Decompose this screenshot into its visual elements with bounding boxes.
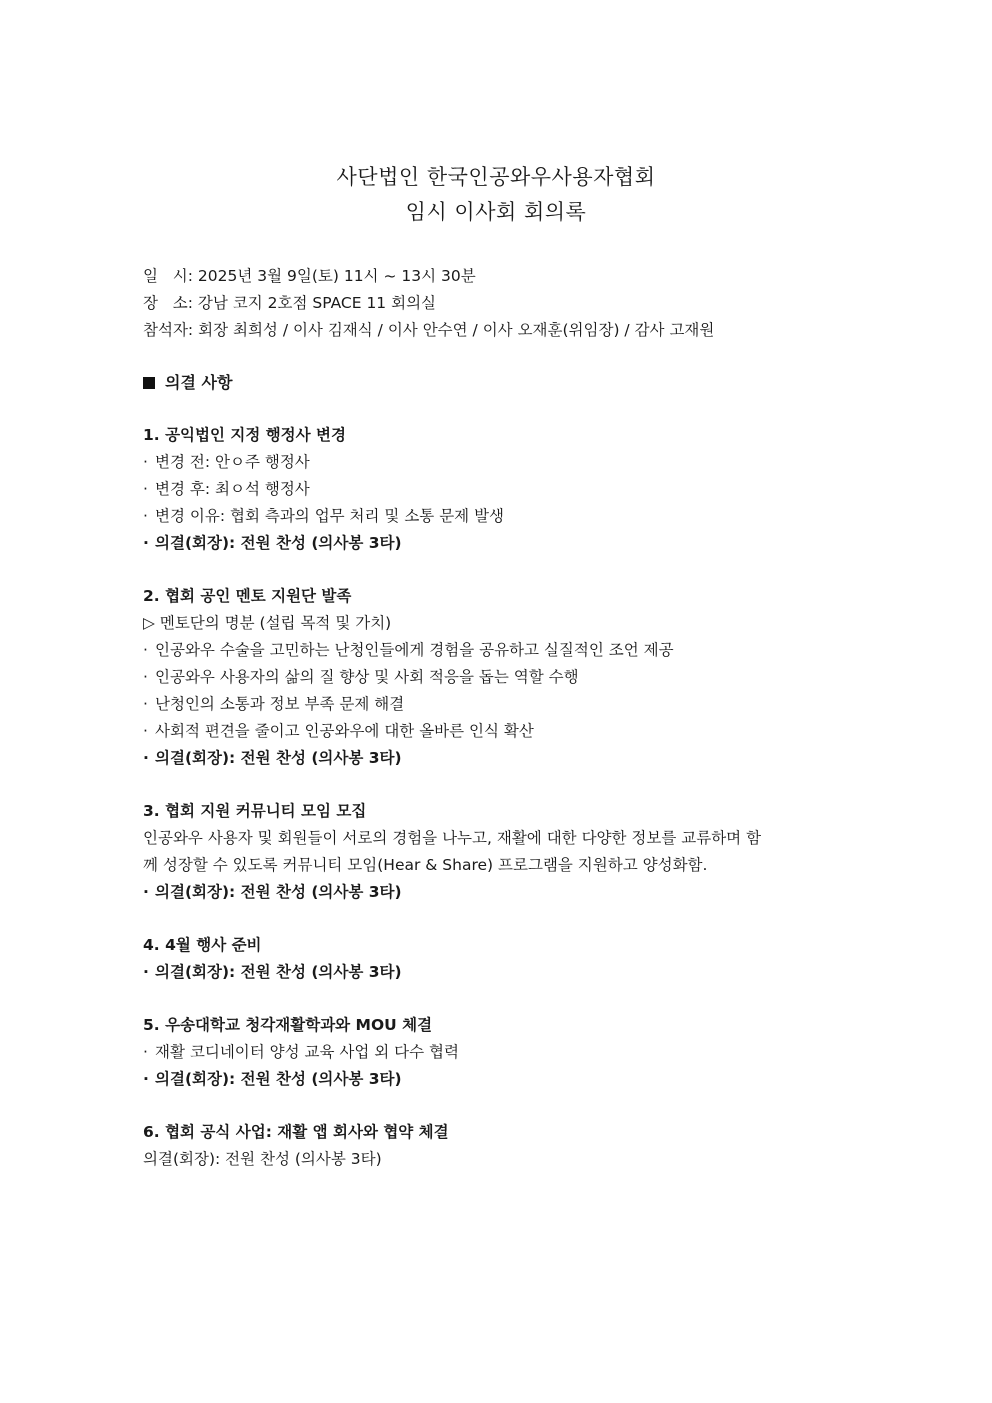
item-2-resolution (143, 745, 858, 772)
bullet-dot: · (143, 883, 149, 901)
square-bullet-icon (143, 377, 155, 389)
meeting-place (143, 290, 858, 317)
resolutions-heading (143, 369, 858, 396)
item-2-heading: 2. 협회 공인 멘토 지원단 발족 (143, 587, 352, 605)
meeting-attendees (143, 317, 858, 344)
item-1-bullet (143, 449, 858, 476)
item-2-subheading: ▷ 멘토단의 명분 (설립 목적 및 가치) (143, 614, 392, 632)
bullet-dot: · (143, 695, 148, 713)
item-4-heading: 4. 4월 행사 준비 (143, 936, 262, 954)
item-2-bullet (143, 637, 858, 664)
bullet-dot: · (143, 641, 148, 659)
place-label: 장 소: (143, 294, 193, 312)
item-3-resolution (143, 879, 858, 906)
datetime-label: 일 시: (143, 267, 193, 285)
bullet-dot: · (143, 749, 149, 767)
item-1-resolution-text: 의결(회장): 전원 찬성 (의사봉 3타) (155, 534, 402, 552)
item-1-bullet-text: 변경 이유: 협회 측과의 업무 처리 및 소통 문제 발생 (155, 507, 505, 525)
meeting-datetime (143, 263, 858, 290)
item-6-resolution: 의결(회장): 전원 찬성 (의사봉 3타) (143, 1150, 382, 1168)
bullet-dot: · (143, 507, 148, 525)
item-2-bullet-text: 인공와우 사용자의 삶의 질 향상 및 사회 적응을 돕는 역할 수행 (155, 668, 579, 686)
item-6-heading: 6. 협회 공식 사업: 재활 앱 회사와 협약 체결 (143, 1123, 449, 1141)
item-5-resolution-text: 의결(회장): 전원 찬성 (의사봉 3타) (155, 1070, 402, 1088)
item-5-heading: 5. 우송대학교 청각재활학과와 MOU 체결 (143, 1016, 433, 1034)
item-3-heading: 3. 협회 지원 커뮤니티 모임 모집 (143, 802, 367, 820)
item-4-resolution (143, 959, 858, 986)
item-2-bullet (143, 664, 858, 691)
item-1-bullet-text: 변경 전: 안ㅇ주 행정사 (155, 453, 310, 471)
attendees-label: 참석자: (143, 321, 194, 339)
item-3-body-line: 인공와우 사용자 및 회원들이 서로의 경험을 나누고, 재활에 대한 다양한 정보를 교류하며 함 (143, 829, 762, 847)
place-value: 강남 코지 2호점 SPACE 11 회의실 (197, 294, 437, 312)
item-1-bullet-text: 변경 후: 최ㅇ석 행정사 (155, 480, 310, 498)
item-5-bullet (143, 1039, 858, 1066)
item-1-bullet (143, 503, 858, 530)
item-2-resolution-text: 의결(회장): 전원 찬성 (의사봉 3타) (155, 749, 402, 767)
item-4-resolution-text: 의결(회장): 전원 찬성 (의사봉 3타) (155, 963, 402, 981)
bullet-dot: · (143, 480, 148, 498)
item-1-bullet (143, 476, 858, 503)
bullet-dot: · (143, 1043, 148, 1061)
org-name: 사단법인 한국인공와우사용자협회 (336, 165, 656, 189)
document-body (143, 263, 858, 1173)
bullet-dot: · (143, 534, 149, 552)
item-5-bullet-text: 재활 코디네이터 양성 교육 사업 외 다수 협력 (155, 1043, 460, 1061)
bullet-dot: · (143, 722, 148, 740)
datetime-value: 2025년 3월 9일(토) 11시 ~ 13시 30분 (197, 267, 476, 285)
bullet-dot: · (143, 668, 148, 686)
item-1-resolution (143, 530, 858, 557)
bullet-dot: · (143, 1070, 149, 1088)
item-2-bullet-text: 인공와우 수술을 고민하는 난청인들에게 경험을 공유하고 실질적인 조언 제공 (155, 641, 674, 659)
item-2-bullet (143, 718, 858, 745)
item-2-bullet-text: 난청인의 소통과 정보 부족 문제 해결 (155, 695, 405, 713)
item-2-bullet-text: 사회적 편견을 줄이고 인공와우에 대한 올바른 인식 확산 (155, 722, 534, 740)
attendees-value: 회장 최희성 / 이사 김재식 / 이사 안수연 / 이사 오재훈(위임장) / 감사 고재원 (198, 321, 715, 339)
resolutions-heading-text: 의결 사항 (165, 373, 233, 392)
bullet-dot: · (143, 453, 148, 471)
item-1-heading: 1. 공익법인 지정 행정사 변경 (143, 426, 346, 444)
bullet-dot: · (143, 963, 149, 981)
item-2-bullet (143, 691, 858, 718)
title-block (0, 160, 992, 230)
item-3-body-line: 께 성장할 수 있도록 커뮤니티 모임(Hear & Share) 프로그램을 지원하고 양성화함. (143, 856, 708, 874)
document-title: 임시 이사회 회의록 (405, 200, 587, 224)
item-5-resolution (143, 1066, 858, 1093)
item-3-resolution-text: 의결(회장): 전원 찬성 (의사봉 3타) (155, 883, 402, 901)
